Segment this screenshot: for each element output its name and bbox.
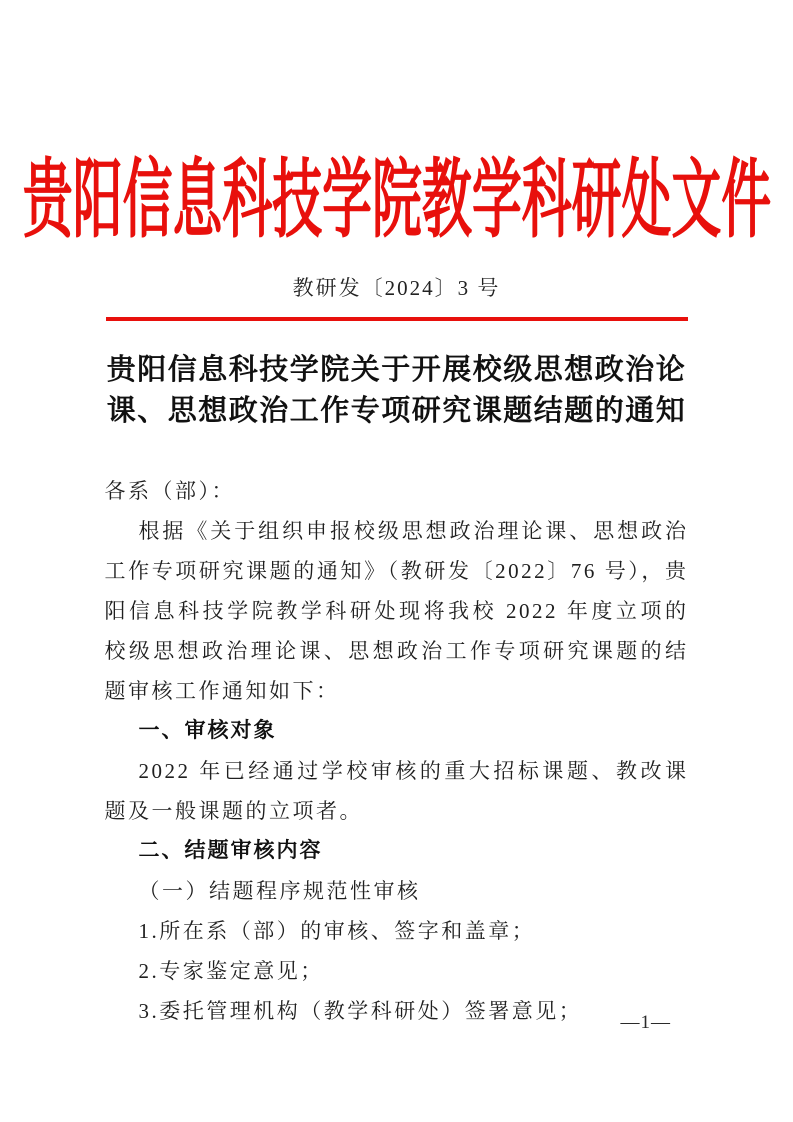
red-divider-rule (106, 317, 688, 321)
list-item-2: 2.专家鉴定意见； (138, 959, 324, 983)
list-item-3: 3.委托管理机构（教学科研处）签署意见； (138, 999, 583, 1023)
paragraph-audit-target: 2022 年已经通过学校审核的重大招标课题、教改课题及一般课题的立项者。 (104, 759, 689, 823)
document-title-line-1: 贵阳信息科技学院关于开展校级思想政治论 (106, 354, 687, 386)
letterhead-org-title: 贵阳信息科技学院教学科研处文件 (22, 152, 771, 248)
letterhead (0, 152, 793, 248)
document-body (105, 471, 689, 1031)
list-item-1: 1.所在系（部）的审核、签字和盖章； (138, 919, 536, 943)
document-title (0, 350, 793, 432)
salutation: 各系（部）： (104, 479, 235, 503)
document-title-line-2: 课、思想政治工作专项研究课题结题的通知 (106, 395, 687, 427)
page-number: —1— (620, 1012, 671, 1033)
section-heading-1: 一、审核对象 (138, 719, 277, 742)
section-heading-2: 二、结题审核内容 (138, 839, 323, 862)
paragraph-basis: 根据《关于组织申报校级思想政治理论课、思想政治工作专项研究课题的通知》（教研发〔2022〕76 号），贵阳信息科技学院教学科研处现将我校 2022 年度立项的校级思想政治理论课、思想政治工作专项研究课题的结题审核工作通知如下： (104, 519, 689, 703)
document-number: 教研发〔2024〕3 号 (292, 276, 501, 300)
subsection-heading-1: （一）结题程序规范性审核 (138, 879, 421, 903)
